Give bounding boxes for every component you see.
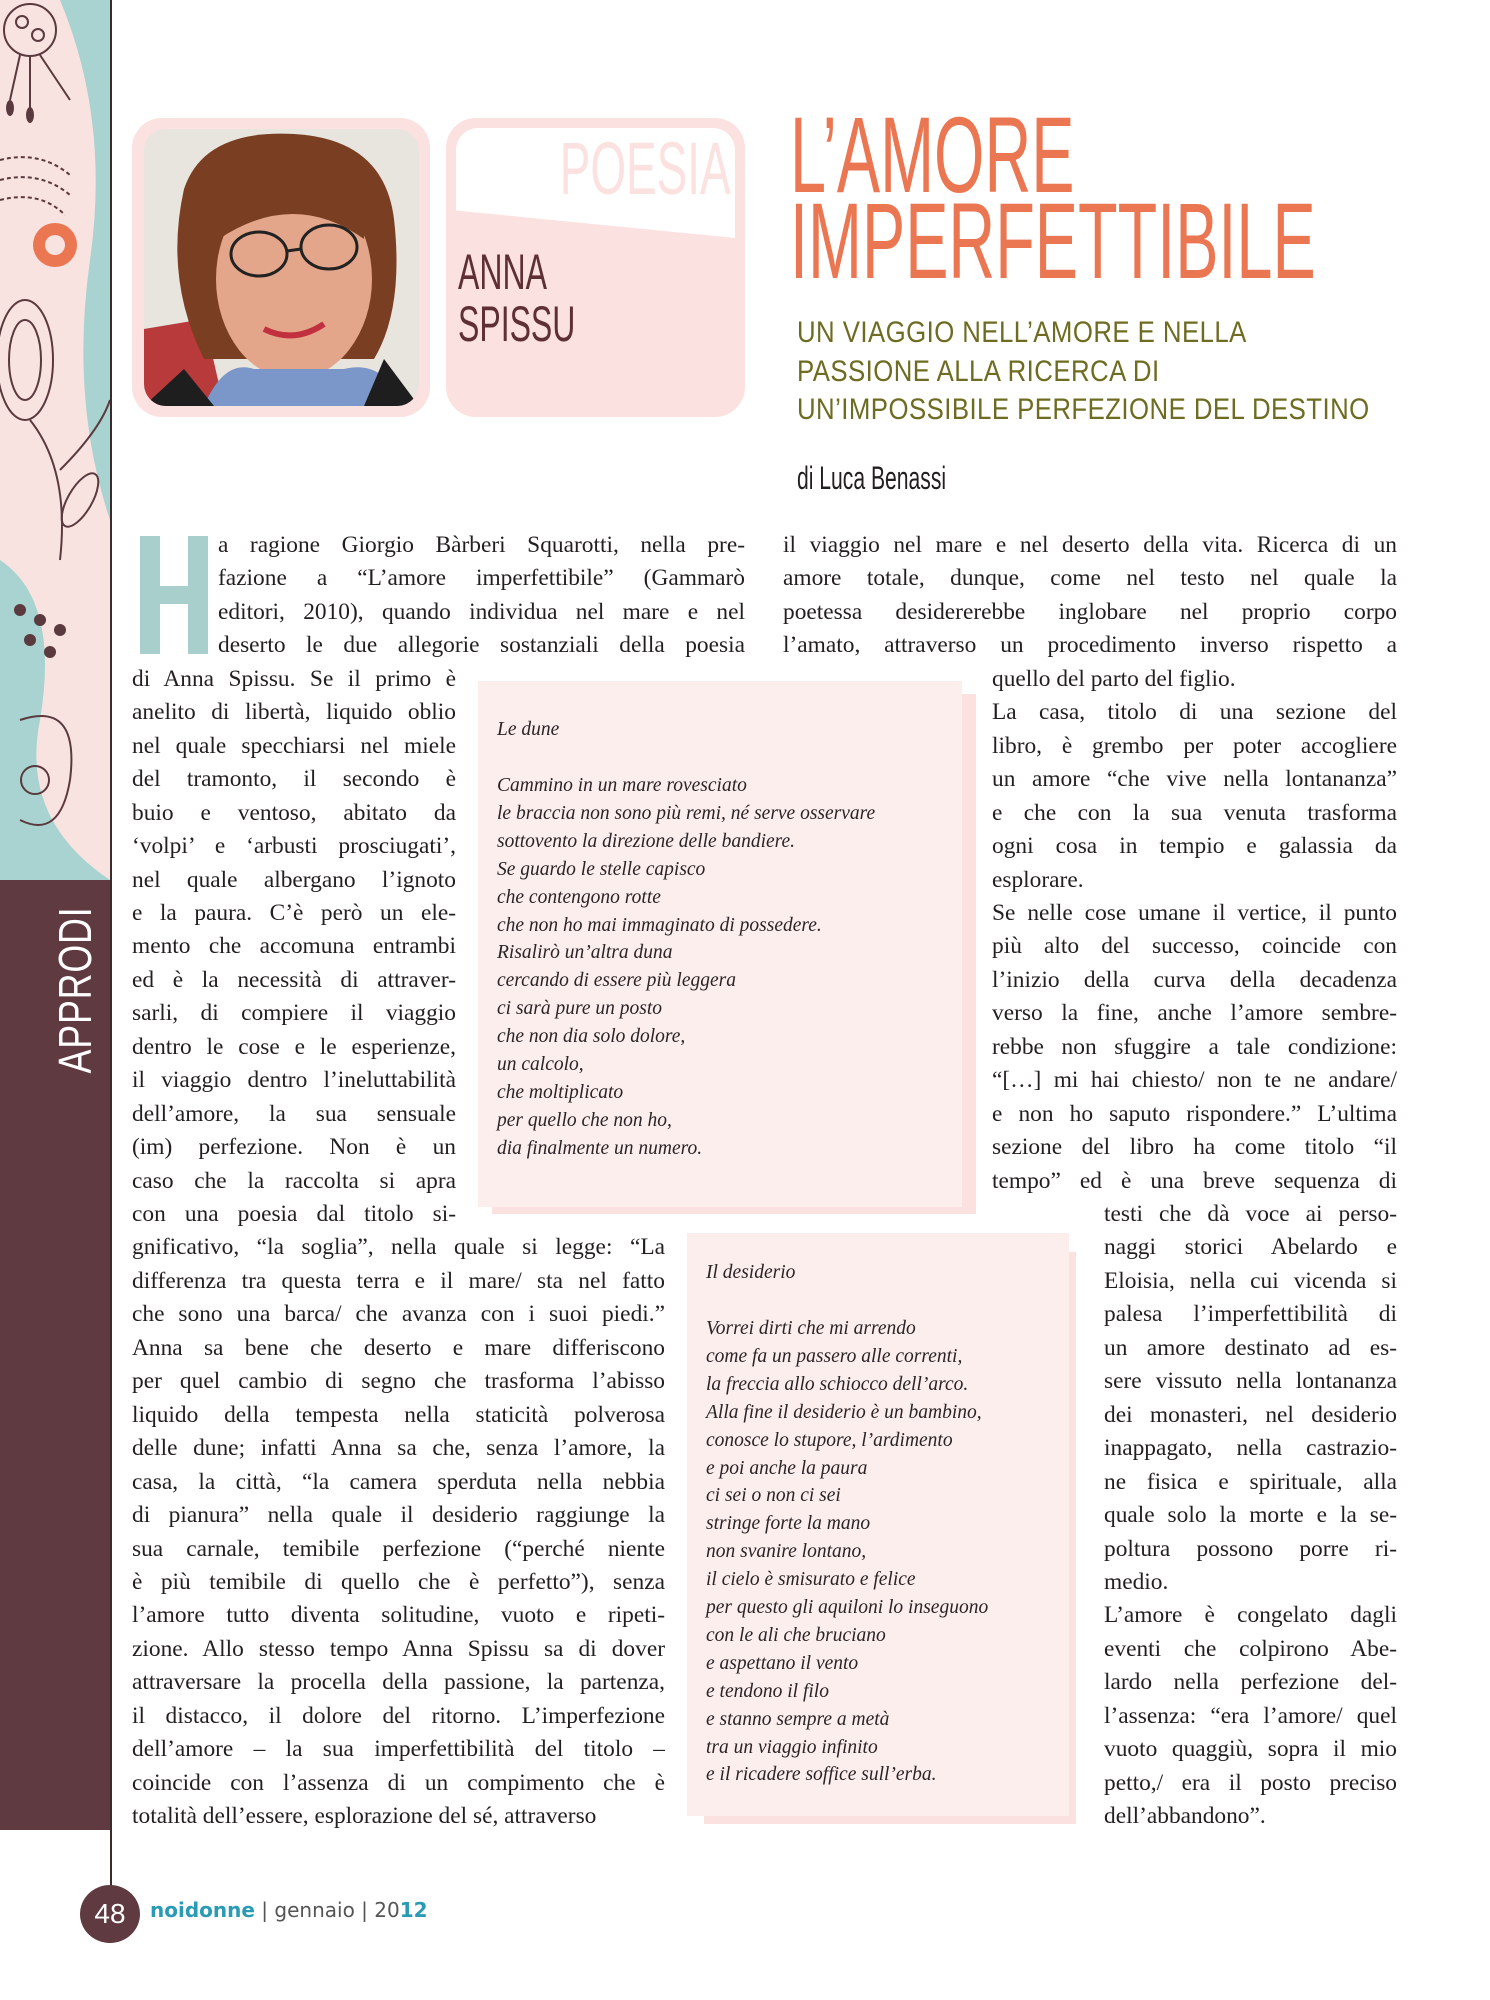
body-line: rebbe non sfuggire a tale condizione: bbox=[992, 1033, 1397, 1060]
poem-line: con le ali che bruciano bbox=[706, 1624, 886, 1646]
body-line: casa, la città, “la camera sperduta nella nebbia bbox=[132, 1468, 665, 1495]
body-line: l’amato, attraverso un procedimento inverso rispetto a bbox=[783, 632, 1397, 659]
decorative-floral-pattern bbox=[0, 0, 110, 880]
body-line: buio e ventoso, abitato da bbox=[132, 799, 456, 826]
drop-cap bbox=[140, 536, 210, 654]
poem-title: Il desiderio bbox=[706, 1262, 796, 1283]
poem-line: conosce lo stupore, l’ardimento bbox=[706, 1429, 953, 1451]
body-line: quale solo la morte e la se- bbox=[1104, 1502, 1397, 1529]
body-line: dei monasteri, nel desiderio bbox=[1104, 1401, 1397, 1428]
poem-line: sottovento la direzione delle bandiere. bbox=[497, 830, 796, 852]
body-line: L’amore è congelato dagli bbox=[1104, 1602, 1397, 1629]
body-line: testi che dà voce ai perso- bbox=[1104, 1201, 1397, 1227]
body-line: deserto le due allegorie sostanziali della poesia bbox=[218, 632, 745, 659]
body-line: ogni cosa in tempio e galassia da bbox=[992, 833, 1397, 860]
subtitle-line: UN’IMPOSSIBILE PERFEZIONE DEL DESTINO bbox=[797, 393, 1370, 426]
poem-line: per quello che non ho, bbox=[497, 1109, 672, 1131]
floral-pattern-icon bbox=[0, 0, 110, 880]
body-line: anelito di libertà, liquido oblio bbox=[132, 699, 456, 726]
body-line: è più temibile di quello che è perfetto”), senza bbox=[132, 1568, 665, 1595]
body-line: poetessa desidererebbe inglobare nel proprio corpo bbox=[783, 598, 1397, 625]
body-line: Eloisia, nella cui vicenda si bbox=[1104, 1267, 1397, 1294]
poem-title: Le dune bbox=[497, 719, 560, 740]
poem-line: non svanire lontano, bbox=[706, 1541, 867, 1563]
body-line: un amore “che vive nella lontananza” bbox=[992, 766, 1397, 793]
body-line: e non ho saputo rispondere.” L’ultima bbox=[992, 1100, 1397, 1127]
body-line: nel quale specchiarsi nel miele bbox=[132, 732, 456, 759]
body-line: liquido della tempesta nella staticità polverosa bbox=[132, 1401, 665, 1428]
body-line: gnificativo, “la soglia”, nella quale si legge: “La bbox=[132, 1234, 665, 1261]
section-label-text: APPRODI bbox=[49, 906, 101, 1074]
sidebar-divider bbox=[110, 0, 112, 1920]
article-subtitle bbox=[797, 314, 1370, 430]
author-first-name: ANNA bbox=[458, 244, 547, 300]
body-line: a ragione Giorgio Bàrberi Squarotti, nella pre- bbox=[218, 532, 745, 558]
poem-line: come fa un passero alle correnti, bbox=[706, 1345, 963, 1367]
poem-line: che non ho mai immaginato di possedere. bbox=[497, 914, 822, 936]
body-line: un amore destinato ad es- bbox=[1104, 1334, 1397, 1361]
poem-line: e tendono il filo bbox=[706, 1680, 829, 1702]
body-line: libro, è grembo per poter accogliere bbox=[992, 732, 1397, 759]
poem-line: ci sarà pure un posto bbox=[497, 998, 663, 1020]
footer-masthead bbox=[150, 1898, 428, 1922]
body-line: lardo nella perfezione del- bbox=[1104, 1669, 1397, 1696]
body-line: ne fisica e spirituale, alla bbox=[1104, 1468, 1397, 1495]
body-line: attraversare la procella della passione, la partenza, bbox=[132, 1669, 665, 1696]
body-line: mento che accomuna entrambi bbox=[132, 933, 456, 960]
poem-line: e il ricadere soffice sull’erba. bbox=[706, 1764, 937, 1786]
poem-line: Vorrei dirti che mi arrendo bbox=[706, 1318, 916, 1339]
body-line: più alto del successo, coincide con bbox=[992, 933, 1397, 960]
body-line: dentro le cose e le esperienze, bbox=[132, 1033, 456, 1060]
poem-line: che moltiplicato bbox=[497, 1081, 624, 1103]
body-line: coincide con l’assenza di un compimento che è bbox=[132, 1769, 665, 1796]
body-line: petto,/ era il posto preciso bbox=[1104, 1769, 1397, 1796]
body-line: sere vissuto nella lontananza bbox=[1104, 1368, 1397, 1395]
author-last-name: SPISSU bbox=[458, 296, 576, 352]
author-photo-frame bbox=[132, 118, 430, 417]
body-line: naggi storici Abelardo e bbox=[1104, 1234, 1397, 1261]
poem-line: tra un viaggio infinito bbox=[706, 1736, 878, 1758]
body-line: tempo” ed è una breve sequenza di bbox=[992, 1167, 1397, 1194]
body-line: e che con la sua venuta trasforma bbox=[992, 799, 1397, 826]
article-title bbox=[790, 94, 1316, 301]
poem-line: Se guardo le stelle capisco bbox=[497, 858, 706, 880]
body-line: ‘volpi’ e ‘arbusti prosciugati’, bbox=[132, 833, 456, 860]
poem-line: che contengono rotte bbox=[497, 886, 661, 908]
body-line: Se nelle cose umane il vertice, il punto bbox=[992, 899, 1397, 926]
body-line: l’assenza: “era l’amore/ quel bbox=[1104, 1702, 1397, 1729]
body-line: l’amore tutto diventa solitudine, vuoto e ripeti- bbox=[132, 1602, 665, 1629]
body-line: di pianura” nella quale il desiderio raggiunge la bbox=[132, 1502, 665, 1529]
body-line: il distacco, il dolore del ritorno. L’imperfezione bbox=[132, 1702, 665, 1729]
body-line: sezione del libro ha come titolo “il bbox=[992, 1134, 1397, 1161]
poem-line: Cammino in un mare rovesciato bbox=[497, 775, 747, 796]
issue-year-prefix: 20 bbox=[374, 1898, 400, 1922]
body-line: vuoto quaggiù, sopra il mio bbox=[1104, 1736, 1397, 1763]
poem-line: cercando di essere più leggera bbox=[497, 970, 736, 992]
body-line: per quel cambio di segno che trasforma l’abisso bbox=[132, 1368, 665, 1395]
body-line: (im) perfezione. Non è un bbox=[132, 1134, 456, 1161]
poem-line: e stanno sempre a metà bbox=[706, 1708, 890, 1730]
body-line: di Anna Spissu. Se il primo è bbox=[132, 665, 456, 692]
poem-line: un calcolo, bbox=[497, 1054, 584, 1075]
poem-line: le braccia non sono più remi, né serve osservare bbox=[497, 802, 876, 824]
poem-line: stringe forte la mano bbox=[706, 1513, 871, 1535]
body-line: l’inizio della curva della decadenza bbox=[992, 966, 1397, 993]
body-line: palesa l’imperfettibilità di bbox=[1104, 1301, 1397, 1328]
body-line: del tramonto, il secondo è bbox=[132, 766, 456, 793]
body-line: quello del parto del figlio. bbox=[992, 665, 1236, 692]
body-line: dell’amore – la sua imperfettibilità del titolo – bbox=[132, 1736, 665, 1763]
body-line: con una poesia dal titolo si- bbox=[132, 1201, 456, 1227]
body-line: Anna sa bene che deserto e mare differiscono bbox=[132, 1334, 665, 1361]
body-line: La casa, titolo di una sezione del bbox=[992, 699, 1397, 726]
body-line: totalità dell’essere, esplorazione del sé, attraverso bbox=[132, 1803, 597, 1830]
subtitle-line: UN VIAGGIO NELL’AMORE E NELLA bbox=[797, 316, 1247, 349]
body-line: dell’abbandono”. bbox=[1104, 1803, 1266, 1830]
body-line: e la paura. C’è però un ele- bbox=[132, 899, 456, 926]
body-line: il viaggio dentro l’ineluttabilità bbox=[132, 1067, 456, 1094]
poem-line: la freccia allo schiocco dell’arco. bbox=[706, 1373, 969, 1395]
separator: | bbox=[361, 1898, 368, 1922]
author-photo bbox=[144, 129, 419, 406]
magazine-name: noidonne bbox=[150, 1898, 255, 1922]
body-line: fazione a “L’amore imperfettibile” (Gammarò bbox=[218, 565, 745, 592]
body-line: delle dune; infatti Anna sa che, senza l’amore, la bbox=[132, 1435, 665, 1462]
category-card bbox=[446, 118, 745, 417]
poem-line: che non dia solo dolore, bbox=[497, 1026, 686, 1048]
poem-line: il cielo è smisurato e felice bbox=[706, 1569, 916, 1591]
subtitle-line: PASSIONE ALLA RICERCA DI bbox=[797, 354, 1160, 388]
category-label: POESIA bbox=[560, 127, 731, 210]
body-line: dell’amore, la sua sensuale bbox=[132, 1100, 456, 1127]
body-line: differenza tra questa terra e il mare/ sta nel fatto bbox=[132, 1267, 665, 1294]
section-label bbox=[49, 900, 101, 1080]
body-line: il viaggio nel mare e nel deserto della vita. Ricerca di un bbox=[783, 532, 1397, 558]
body-line: inappagato, nella castrazio- bbox=[1104, 1435, 1397, 1462]
poem-line: dia finalmente un numero. bbox=[497, 1137, 703, 1159]
body-line: caso che la raccolta si apra bbox=[132, 1167, 456, 1194]
body-line: sua carnale, temibile perfezione (“perché niente bbox=[132, 1535, 665, 1562]
poem-line: e poi anche la paura bbox=[706, 1457, 868, 1479]
title-line: L’AMORE bbox=[790, 94, 1075, 215]
poem-line: per questo gli aquiloni lo inseguono bbox=[706, 1597, 989, 1618]
page-number: 48 bbox=[80, 1885, 140, 1943]
body-line: nel quale albergano l’ignoto bbox=[132, 866, 456, 893]
poem-line: Alla fine il desiderio è un bambino, bbox=[706, 1401, 982, 1423]
byline: di Luca Benassi bbox=[797, 460, 947, 496]
body-line: sarli, di compiere il viaggio bbox=[132, 1000, 456, 1027]
body-line: zione. Allo stesso tempo Anna Spissu sa di dover bbox=[132, 1635, 665, 1662]
separator: | bbox=[261, 1898, 269, 1922]
issue-month: gennaio bbox=[274, 1898, 355, 1922]
body-line: editori, 2010), quando individua nel mare e nel bbox=[218, 598, 745, 625]
poem-line: Risalirò un’altra duna bbox=[497, 942, 673, 964]
body-line: che sono una barca/ che avanza con i suoi piedi.” bbox=[132, 1301, 665, 1328]
body-line: medio. bbox=[1104, 1568, 1169, 1595]
poem-line: ci sei o non ci sei bbox=[706, 1485, 841, 1507]
issue-year-suffix: 12 bbox=[399, 1898, 428, 1922]
poem-line: e aspettano il vento bbox=[706, 1652, 859, 1674]
body-line: amore totale, dunque, come nel testo nel quale la bbox=[783, 565, 1397, 592]
body-line: verso la fine, anche l’amore sembre- bbox=[992, 1000, 1397, 1027]
title-line: IMPERFETTIBILE bbox=[790, 180, 1316, 301]
body-line: “[…] mi hai chiesto/ non te ne andare/ bbox=[992, 1067, 1397, 1094]
body-line: eventi che colpirono Abe- bbox=[1104, 1635, 1397, 1662]
author-name bbox=[458, 246, 575, 350]
body-line: poltura possono porre ri- bbox=[1104, 1535, 1397, 1562]
body-line: ed è la necessità di attraver- bbox=[132, 966, 456, 993]
body-line: esplorare. bbox=[992, 866, 1084, 893]
